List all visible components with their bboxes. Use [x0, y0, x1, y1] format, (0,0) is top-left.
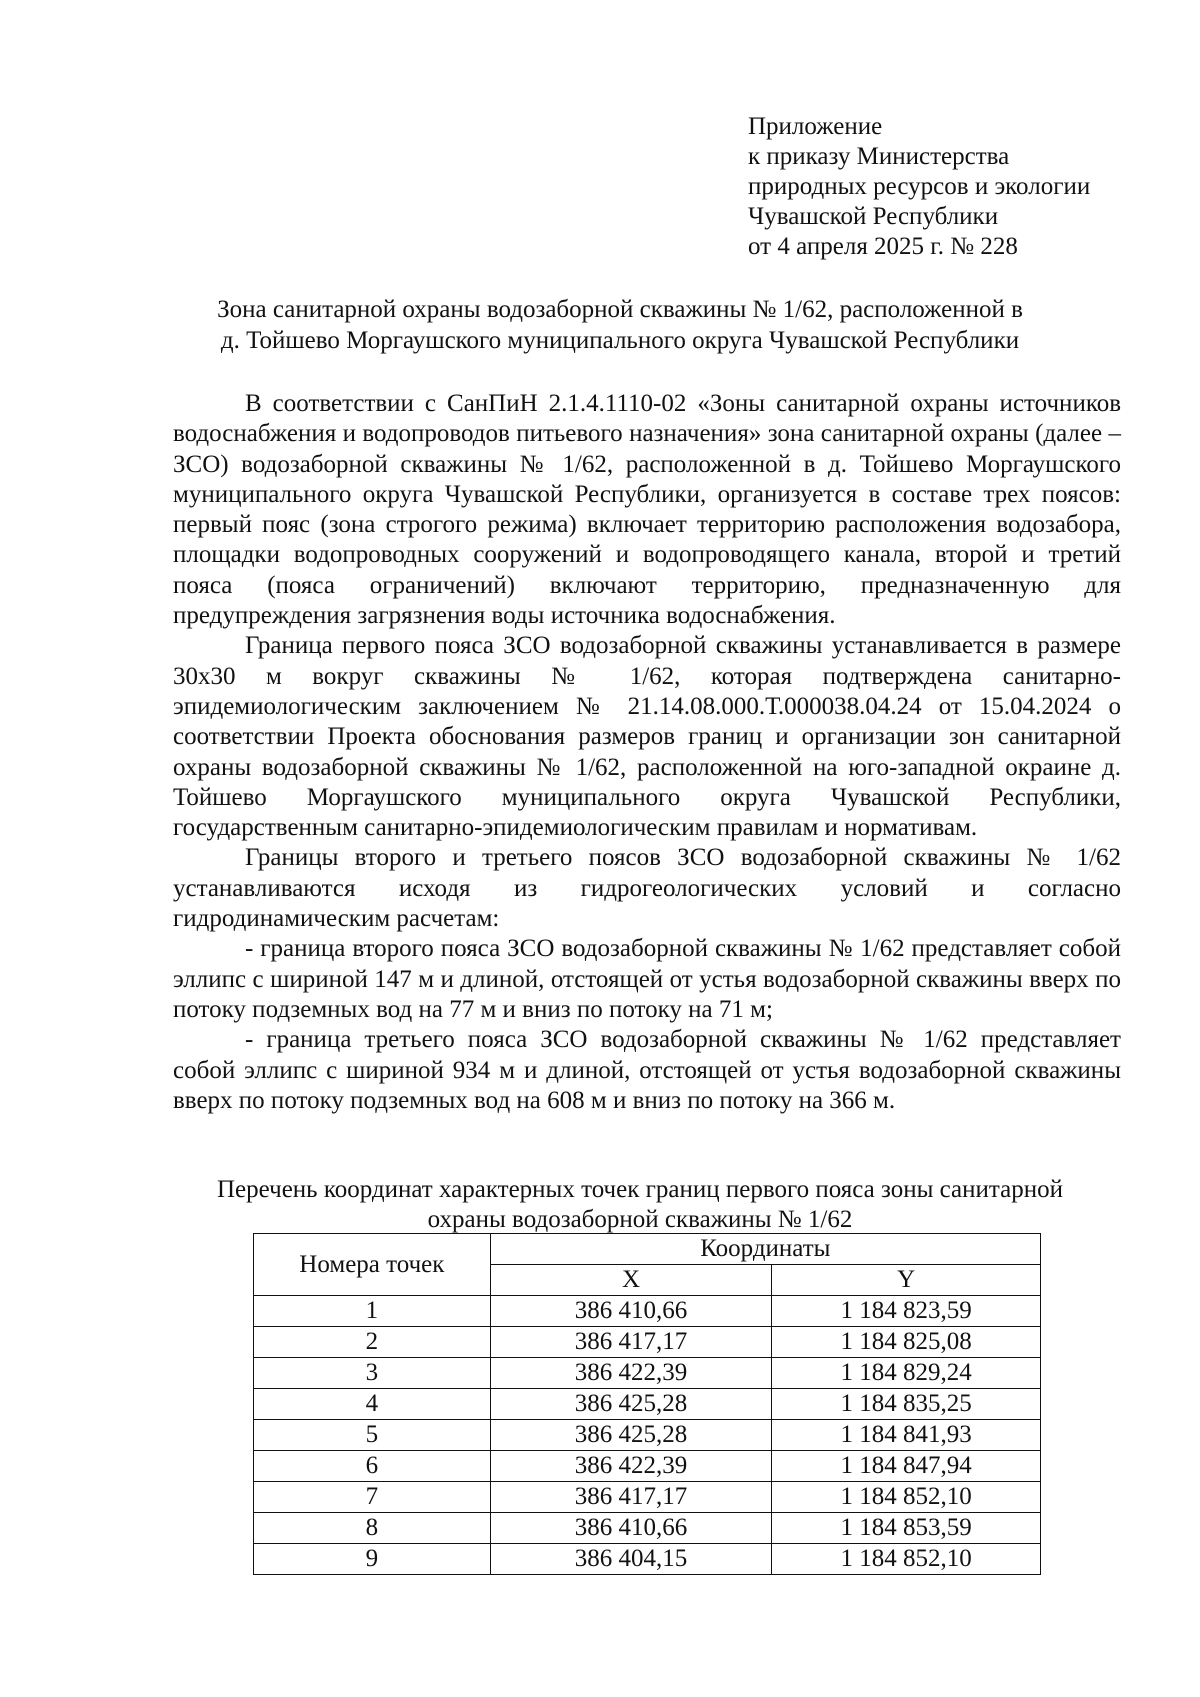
table-row — [254, 1420, 1041, 1451]
coord-y: 1 184 825,08 — [772, 1327, 1041, 1358]
table-row — [254, 1358, 1041, 1389]
table-header-row — [254, 1234, 1041, 1265]
coord-y: 1 184 829,24 — [772, 1358, 1041, 1389]
paragraph: - граница второго пояса ЗСО водозаборной скважины № 1/62 представляет собой эллипс с шириной 147 м и длиной, отстоящей от устья водозаборной скважины вверх по потоку подземных вод на 77 м и вниз по потоку на 71 м; — [173, 935, 1121, 1023]
table-row — [254, 1389, 1041, 1420]
coord-x: 386 417,17 — [490, 1327, 772, 1358]
coord-x: 386 417,17 — [490, 1482, 772, 1513]
caption-line-2: охраны водозаборной скважины № 1/62 — [427, 1206, 853, 1233]
point-number: 9 — [254, 1544, 491, 1575]
body-text — [173, 389, 1121, 1116]
coord-x: 386 410,66 — [490, 1296, 772, 1327]
table-caption — [160, 1175, 1120, 1235]
table-row — [254, 1513, 1041, 1544]
header-points: Номера точек — [254, 1234, 491, 1296]
coord-x: 386 422,39 — [490, 1451, 772, 1482]
coord-y: 1 184 853,59 — [772, 1513, 1041, 1544]
table-row — [254, 1327, 1041, 1358]
coordinates-table — [253, 1233, 1041, 1575]
point-number: 7 — [254, 1482, 491, 1513]
header-x: X — [490, 1265, 772, 1296]
annex-line: к приказу Министерства — [748, 143, 1010, 170]
coord-y: 1 184 835,25 — [772, 1389, 1041, 1420]
coord-y: 1 184 841,93 — [772, 1420, 1041, 1451]
paragraph: Граница первого пояса ЗСО водозаборной скважины устанавливается в размере 30х30 м вокруг скважины № 1/62, которая подтверждена санитарно-эпидемиологическим заключением № 21.14.08.000.Т.000038.04.24 от 15.04.2024 о соответствии Проекта обоснования размеров границ и организации зон санитарной охраны водозаборной скважины № 1/62, расположенной на юго-западной окраине д. Тойшево Моргаушского муниципального округа Чувашской Республики, государственным санитарно-эпидемиологическим правилам и нормативам. — [173, 632, 1121, 842]
coord-y: 1 184 823,59 — [772, 1296, 1041, 1327]
title-line-1: Зона санитарной охраны водозаборной скважины № 1/62, расположенной в — [217, 296, 1023, 323]
coord-x: 386 425,28 — [490, 1389, 772, 1420]
coord-y: 1 184 847,94 — [772, 1451, 1041, 1482]
point-number: 1 — [254, 1296, 491, 1327]
point-number: 3 — [254, 1358, 491, 1389]
point-number: 6 — [254, 1451, 491, 1482]
table-row — [254, 1482, 1041, 1513]
coord-x: 386 404,15 — [490, 1544, 772, 1575]
annex-block — [748, 112, 1090, 262]
caption-line-1: Перечень координат характерных точек границ первого пояса зоны санитарной — [217, 1176, 1063, 1203]
annex-line: от 4 апреля 2025 г. № 228 — [748, 233, 1018, 260]
point-number: 2 — [254, 1327, 491, 1358]
header-y: Y — [772, 1265, 1041, 1296]
point-number: 5 — [254, 1420, 491, 1451]
point-number: 4 — [254, 1389, 491, 1420]
point-number: 8 — [254, 1513, 491, 1544]
header-coordinates: Координаты — [490, 1234, 1040, 1265]
paragraph: Границы второго и третьего поясов ЗСО водозаборной скважины № 1/62 устанавливаются исходя из гидрогеологических условий и согласно гидродинамическим расчетам: — [173, 844, 1121, 933]
annex-line: Чувашской Республики — [748, 203, 999, 230]
coord-y: 1 184 852,10 — [772, 1544, 1041, 1575]
coord-x: 386 410,66 — [490, 1513, 772, 1544]
coord-x: 386 425,28 — [490, 1420, 772, 1451]
table-row — [254, 1296, 1041, 1327]
coord-x: 386 422,39 — [490, 1358, 772, 1389]
annex-line: природных ресурсов и экологии — [748, 173, 1091, 200]
paragraph: В соответствии с СанПиН 2.1.4.1110-02 «Зоны санитарной охраны источников водоснабжения и водопроводов питьевого назначения» зона санитарной охраны (далее – ЗСО) водозаборной скважины № 1/62, расположенной в д. Тойшево Моргаушского муниципального округа Чувашской Республики, организуется в составе трех поясов: первый пояс (зона строгого режима) включает территорию расположения водозабора, площадки водопроводных сооружений и водопроводящего канала, второй и третий пояса (пояса ограничений) включают территорию, предназначенную для предупреждения загрязнения воды источника водоснабжения. — [173, 390, 1121, 630]
annex-line: Приложение — [748, 113, 883, 140]
table-row — [254, 1544, 1041, 1575]
document-title — [160, 294, 1080, 356]
paragraph: - граница третьего пояса ЗСО водозаборной скважины № 1/62 представляет собой эллипс с шириной 934 м и длиной, отстоящей от устья водозаборной скважины вверх по потоку подземных вод на 608 м и вниз по потоку на 366 м. — [173, 1026, 1121, 1114]
title-line-2: д. Тойшево Моргаушского муниципального округа Чувашской Республики — [220, 327, 1020, 354]
table-row — [254, 1451, 1041, 1482]
coord-y: 1 184 852,10 — [772, 1482, 1041, 1513]
